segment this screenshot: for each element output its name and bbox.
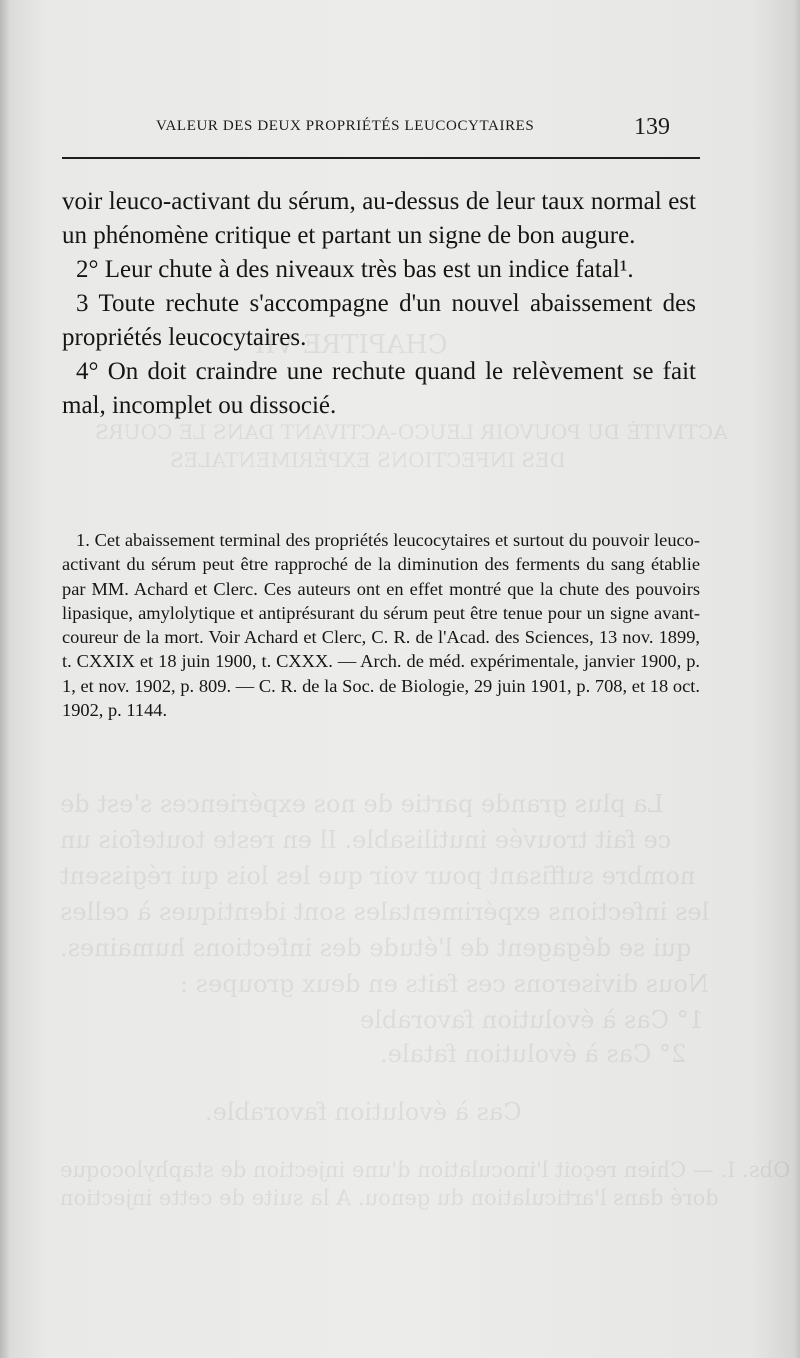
bleed-through-text: nombre suffisant pour voir que les lois qui régissent: [60, 862, 696, 890]
header-rule: [62, 157, 700, 159]
bleed-through-text: les infections expérimentales sont identiques à celles: [60, 898, 710, 926]
bleed-through-text: La plus grande partie de nos expériences s'est de: [60, 790, 664, 818]
bleed-through-text: doré dans l'articulation du genou. A la suite de cette injection: [60, 1186, 719, 1210]
bleed-through-text: qui se dégagent de l'étude des infections humaines.: [60, 934, 692, 962]
bleed-through-text: Cas à évolution favorable.: [205, 1098, 522, 1126]
bleed-through-text: DES INFECTIONS EXPÉRIMENTALES: [170, 448, 566, 472]
bleed-through-text: Nous diviserons ces faits en deux groupes :: [180, 970, 709, 998]
main-text: [62, 185, 696, 423]
paragraph: 2° Leur chute à des niveaux très bas est un indice fatal¹.: [76, 256, 634, 283]
paragraph: 4° On doit craindre une rechute quand le relèvement se fait mal, incomplet ou dissocié.: [62, 358, 696, 419]
page-number: 139: [634, 114, 670, 140]
bleed-through-text: CHAPITRE VII: [255, 330, 448, 360]
running-head: VALEUR DES DEUX PROPRIÉTÉS LEUCOCYTAIRES: [156, 118, 535, 134]
bleed-through-text: 1° Cas à évolution favorable: [360, 1006, 704, 1034]
bleed-through-text: Obs. I. — Chien reçoit l'inoculation d'une injection de staphylocoque: [60, 1158, 791, 1182]
footnote-text: 1. Cet abaissement terminal des propriétés leucocytaires et surtout du pouvoir leuco-activant du sérum peut être rapproché de la diminution des ferments du sang établie par MM. Achard et Clerc. Ces auteurs ont en effet montré que la chute des pouvoirs lipasique, amylolytique et antiprésurant du sérum peut être tenue pour un signe avant-coureur de la mort. Voir Achard et Clerc, C. R. de l'Acad. des Sciences, 13 nov. 1899, t. CXXIX et 18 juin 1900, t. CXXX. — Arch. de méd. expérimentale, janvier 1900, p. 1, et nov. 1902, p. 809. — C. R. de la Soc. de Biologie, 29 juin 1901, p. 708, et 18 oct. 1902, p. 1144.: [62, 530, 700, 721]
page-edge-shadow: [794, 0, 800, 1358]
page-binding-shadow: [0, 0, 10, 1358]
paragraph: 3 Toute rechute s'accompagne d'un nouvel abaissement des propriétés leucocytaires.: [62, 290, 696, 351]
footnote: [62, 528, 700, 722]
paragraph: voir leuco-activant du sérum, au-dessus de leur taux normal est un phénomène critique et partant un signe de bon augure.: [62, 188, 696, 249]
bleed-through-text: ACTIVITÉ DU POUVOIR LEUCO-ACTIVANT DANS LE COURS: [95, 420, 728, 444]
bleed-through-text: 2° Cas à évolution fatale.: [380, 1040, 687, 1068]
bleed-through-text: ce fait trouvée inutilisable. Il en reste toutefois un: [60, 826, 672, 854]
